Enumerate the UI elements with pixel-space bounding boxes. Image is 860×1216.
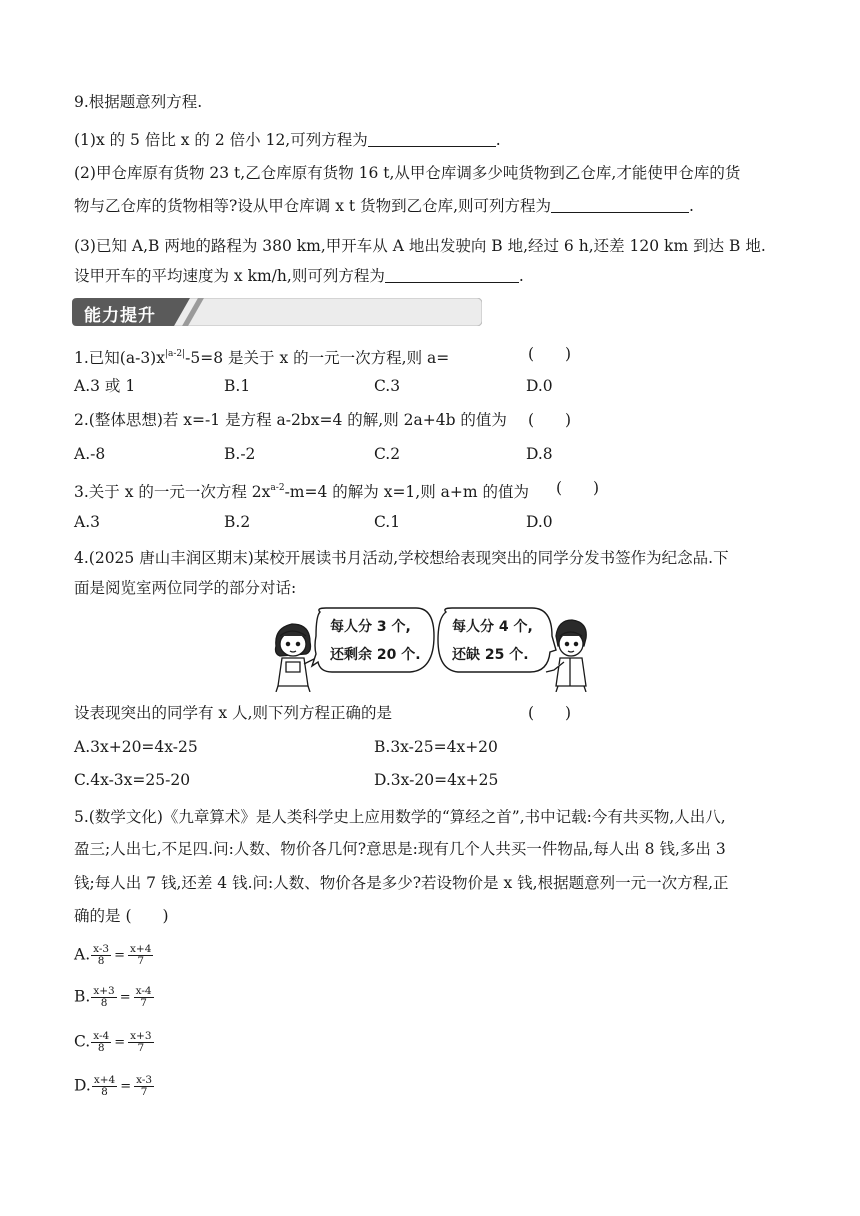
q9-part2-line2: 物与乙仓库的货物相等?设从甲仓库调 x t 货物到乙仓库,则可列方程为 . (74, 197, 694, 215)
q9-part3-line2: 设甲开车的平均速度为 x km/h,则可列方程为 . (74, 267, 524, 285)
option-c[interactable]: C.2 (374, 445, 401, 463)
question-4-line2: 面是阅览室两位同学的部分对话: (74, 579, 297, 597)
fraction: $\frac{x-4}{8}$ (93, 1030, 110, 1054)
option-a[interactable]: A.3 (74, 513, 100, 531)
option-b[interactable]: B.1 (224, 377, 251, 395)
answer-bracket[interactable]: ( ) (528, 704, 572, 722)
question-5-line4: 确的是 ( ) (74, 907, 169, 925)
answer-blank[interactable] (551, 198, 689, 213)
fraction: $\frac{x+3}{8}$ (93, 985, 115, 1009)
question-1: 1.已知$(a-3)x^{|a-2|}-5=8$ 是关于 x 的一元一次方程,则 a= (74, 349, 450, 367)
option-a[interactable]: A.3 或 1 (74, 377, 136, 395)
fraction: $\frac{x+3}{7}$ (130, 1030, 152, 1054)
option-d[interactable]: D. $\frac{x+4}{8}$ = $\frac{x-3}{7}$ (74, 1074, 153, 1098)
question-2: 2.(整体思想)若 x=-1 是方程 a-2bx=4 的解,则 2a+4b 的值为 (74, 411, 507, 429)
option-d[interactable]: D.8 (526, 445, 553, 463)
bubble-left-line2: 还剩余 20 个. (330, 647, 421, 663)
fraction: $\frac{x-3}{7}$ (136, 1074, 153, 1098)
bubble-right-line2: 还缺 25 个. (452, 647, 529, 663)
question-5-line2: 盈三;人出七,不足四.问:人数、物价各几何?意思是:现有几个人共买一件物品,每人出 8 钱,多出 3 (74, 840, 726, 858)
q9-part1: (1)x 的 5 倍比 x 的 2 倍小 12,可列方程为 . (74, 131, 501, 149)
option-b[interactable]: B.-2 (224, 445, 256, 463)
answer-bracket[interactable]: ( ) (125, 907, 169, 925)
section-title: 能力提升 (84, 306, 156, 326)
question-5-line1: 5.(数学文化)《九章算术》是人类科学史上应用数学的“算经之首”,书中记载:今有共买物,人出八, (74, 808, 726, 826)
answer-bracket[interactable]: ( ) (528, 345, 572, 363)
answer-blank[interactable] (385, 268, 519, 283)
q9-part2-line1: (2)甲仓库原有货物 23 t,乙仓库原有货物 16 t,从甲仓库调多少吨货物到乙仓库,才能使甲仓库的货 (74, 164, 741, 182)
option-d[interactable]: D.0 (526, 377, 553, 395)
option-d[interactable]: D.3x-20=4x+25 (374, 771, 499, 789)
question-3: 3.关于 x 的一元一次方程 $2x^{a-2}-m=4$ 的解为 x=1,则 a+m 的值为 (74, 483, 529, 501)
q9-part3-line1: (3)已知 A,B 两地的路程为 380 km,甲开车从 A 地出发驶向 B 地,经过 6 h,还差 120 km 到达 B 地. (74, 237, 766, 255)
option-c[interactable]: C.1 (374, 513, 401, 531)
option-a[interactable]: A.-8 (74, 445, 106, 463)
question-4-line3: 设表现突出的同学有 x 人,则下列方程正确的是 (74, 704, 393, 722)
answer-bracket[interactable]: ( ) (528, 411, 572, 429)
option-c[interactable]: C.4x-3x=25-20 (74, 771, 191, 789)
fraction: $\frac{x-4}{7}$ (135, 985, 152, 1009)
fraction: $\frac{x+4}{7}$ (130, 943, 152, 967)
answer-blank[interactable] (368, 132, 496, 147)
bubble-right-line1: 每人分 4 个, (452, 619, 533, 635)
girl-figure (276, 624, 317, 692)
q9-title: 9.根据题意列方程. (74, 93, 203, 111)
option-c[interactable]: C. $\frac{x-4}{8}$ = $\frac{x+3}{7}$ (74, 1030, 152, 1054)
option-b[interactable]: B. $\frac{x+3}{8}$ = $\frac{x-4}{7}$ (74, 985, 152, 1009)
option-b[interactable]: B.3x-25=4x+20 (374, 738, 498, 756)
option-d[interactable]: D.0 (526, 513, 553, 531)
option-c[interactable]: C.3 (374, 377, 401, 395)
question-4-line1: 4.(2025 唐山丰润区期末)某校开展读书月活动,学校想给表现突出的同学分发书签作为纪念品.下 (74, 549, 729, 567)
answer-bracket[interactable]: ( ) (556, 479, 600, 497)
dialog-drawing (270, 606, 590, 692)
question-5-line3: 钱;每人出 7 钱,还差 4 钱.问:人数、物价各是多少?若设物价是 x 钱,根据题意列一元一次方程,正 (74, 874, 729, 892)
option-a[interactable]: A.3x+20=4x-25 (74, 738, 198, 756)
fraction: $\frac{x+4}{8}$ (93, 1074, 116, 1098)
option-b[interactable]: B.2 (224, 513, 251, 531)
option-a[interactable]: A. $\frac{x-3}{8}$ = $\frac{x+4}{7}$ (74, 943, 152, 967)
dialog-illustration (270, 606, 590, 692)
fraction: $\frac{x-3}{8}$ (93, 943, 110, 967)
bubble-left-line1: 每人分 3 个, (330, 619, 411, 635)
section-header (72, 298, 482, 326)
